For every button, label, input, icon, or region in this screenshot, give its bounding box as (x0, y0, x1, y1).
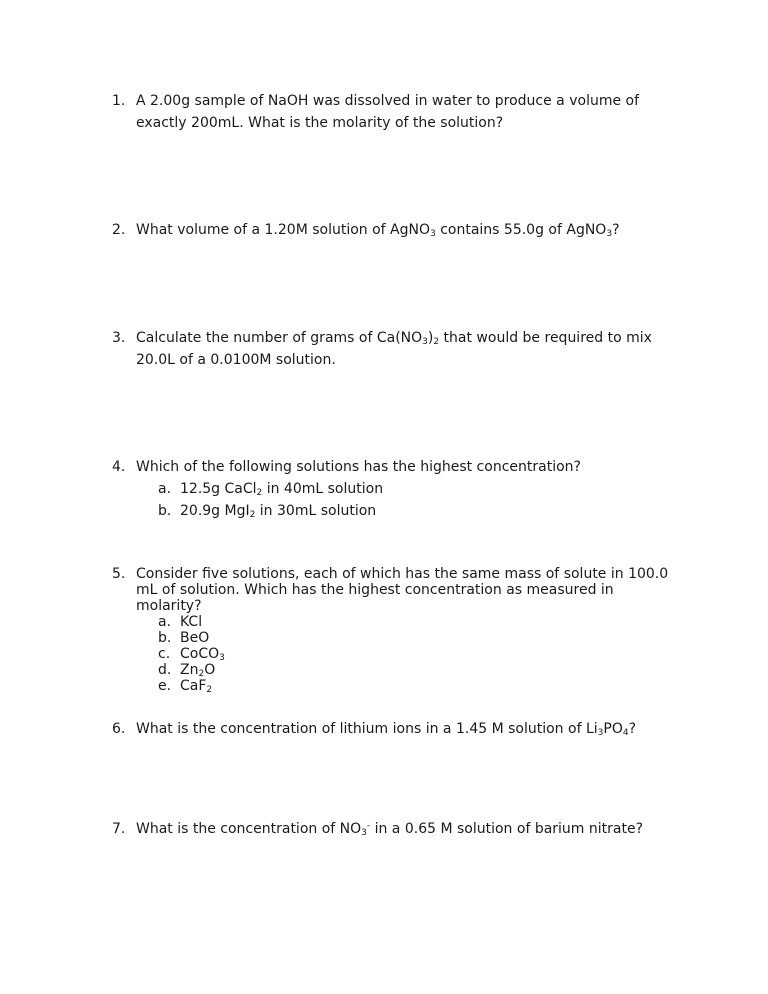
option-text: CoCO$_3$ (180, 646, 225, 663)
question-text: What is the concentration of lithium ions in a 1.45 M solution of $Li_3PO_4$? (136, 721, 637, 738)
option-text: BeO (180, 630, 210, 646)
question-5 (112, 566, 712, 694)
question-text-line: Calculate the number of grams of $Ca(NO_3)_2$ that would be required to mix (136, 330, 652, 347)
answer-option (158, 500, 712, 522)
option-label: c. (158, 646, 171, 662)
question-2 (112, 219, 712, 241)
question-6 (112, 718, 712, 740)
option-label: d. (158, 662, 172, 678)
answer-option (158, 646, 712, 662)
answer-option (158, 678, 712, 694)
question-text: Which of the following solutions has the highest concentration? (136, 459, 581, 475)
question-number: 6. (112, 721, 126, 737)
option-text: CaF$_2$ (180, 678, 213, 695)
option-text: 12.5g CaCl$_2$ in 40mL solution (180, 481, 384, 498)
answer-option (158, 662, 712, 678)
question-number: 7. (112, 821, 126, 837)
question-text-line: Consider five solutions, each of which has the same mass of solute in 100.0 (136, 566, 669, 582)
question-text: What volume of a 1.20M solution of AgNO$_3$ contains 55.0g of AgNO$_3$? (136, 222, 620, 239)
question-number: 2. (112, 222, 126, 238)
question-number: 5. (112, 566, 126, 582)
answer-option (158, 630, 712, 646)
question-text-line: 20.0L of a 0.0100M solution. (136, 352, 336, 368)
option-label: a. (158, 481, 172, 497)
answer-option (158, 478, 712, 500)
question-text-line: mL of solution. Which has the highest concentration as measured in (136, 582, 614, 598)
question-4 (112, 456, 712, 522)
option-label: a. (158, 614, 172, 630)
question-text: What is the concentration of $NO_3^-$ in a 0.65 M solution of barium nitrate? (136, 821, 644, 838)
question-number: 4. (112, 459, 126, 475)
question-text-line: A 2.00g sample of NaOH was dissolved in water to produce a volume of (136, 93, 640, 109)
question-7 (112, 818, 712, 840)
option-label: b. (158, 630, 172, 646)
option-label: b. (158, 503, 172, 519)
question-number: 1. (112, 93, 126, 109)
option-text: $Zn_2O$ (180, 662, 216, 679)
option-text: 20.9g MgI$_2$ in 30mL solution (180, 503, 377, 520)
question-text-line: exactly 200mL. What is the molarity of the solution? (136, 115, 504, 131)
question-number: 3. (112, 330, 126, 346)
option-label: e. (158, 678, 172, 694)
question-1 (112, 90, 712, 134)
option-text: KCl (180, 614, 203, 630)
question-3 (112, 327, 712, 371)
answer-option (158, 614, 712, 630)
question-text-line: molarity? (136, 598, 202, 614)
